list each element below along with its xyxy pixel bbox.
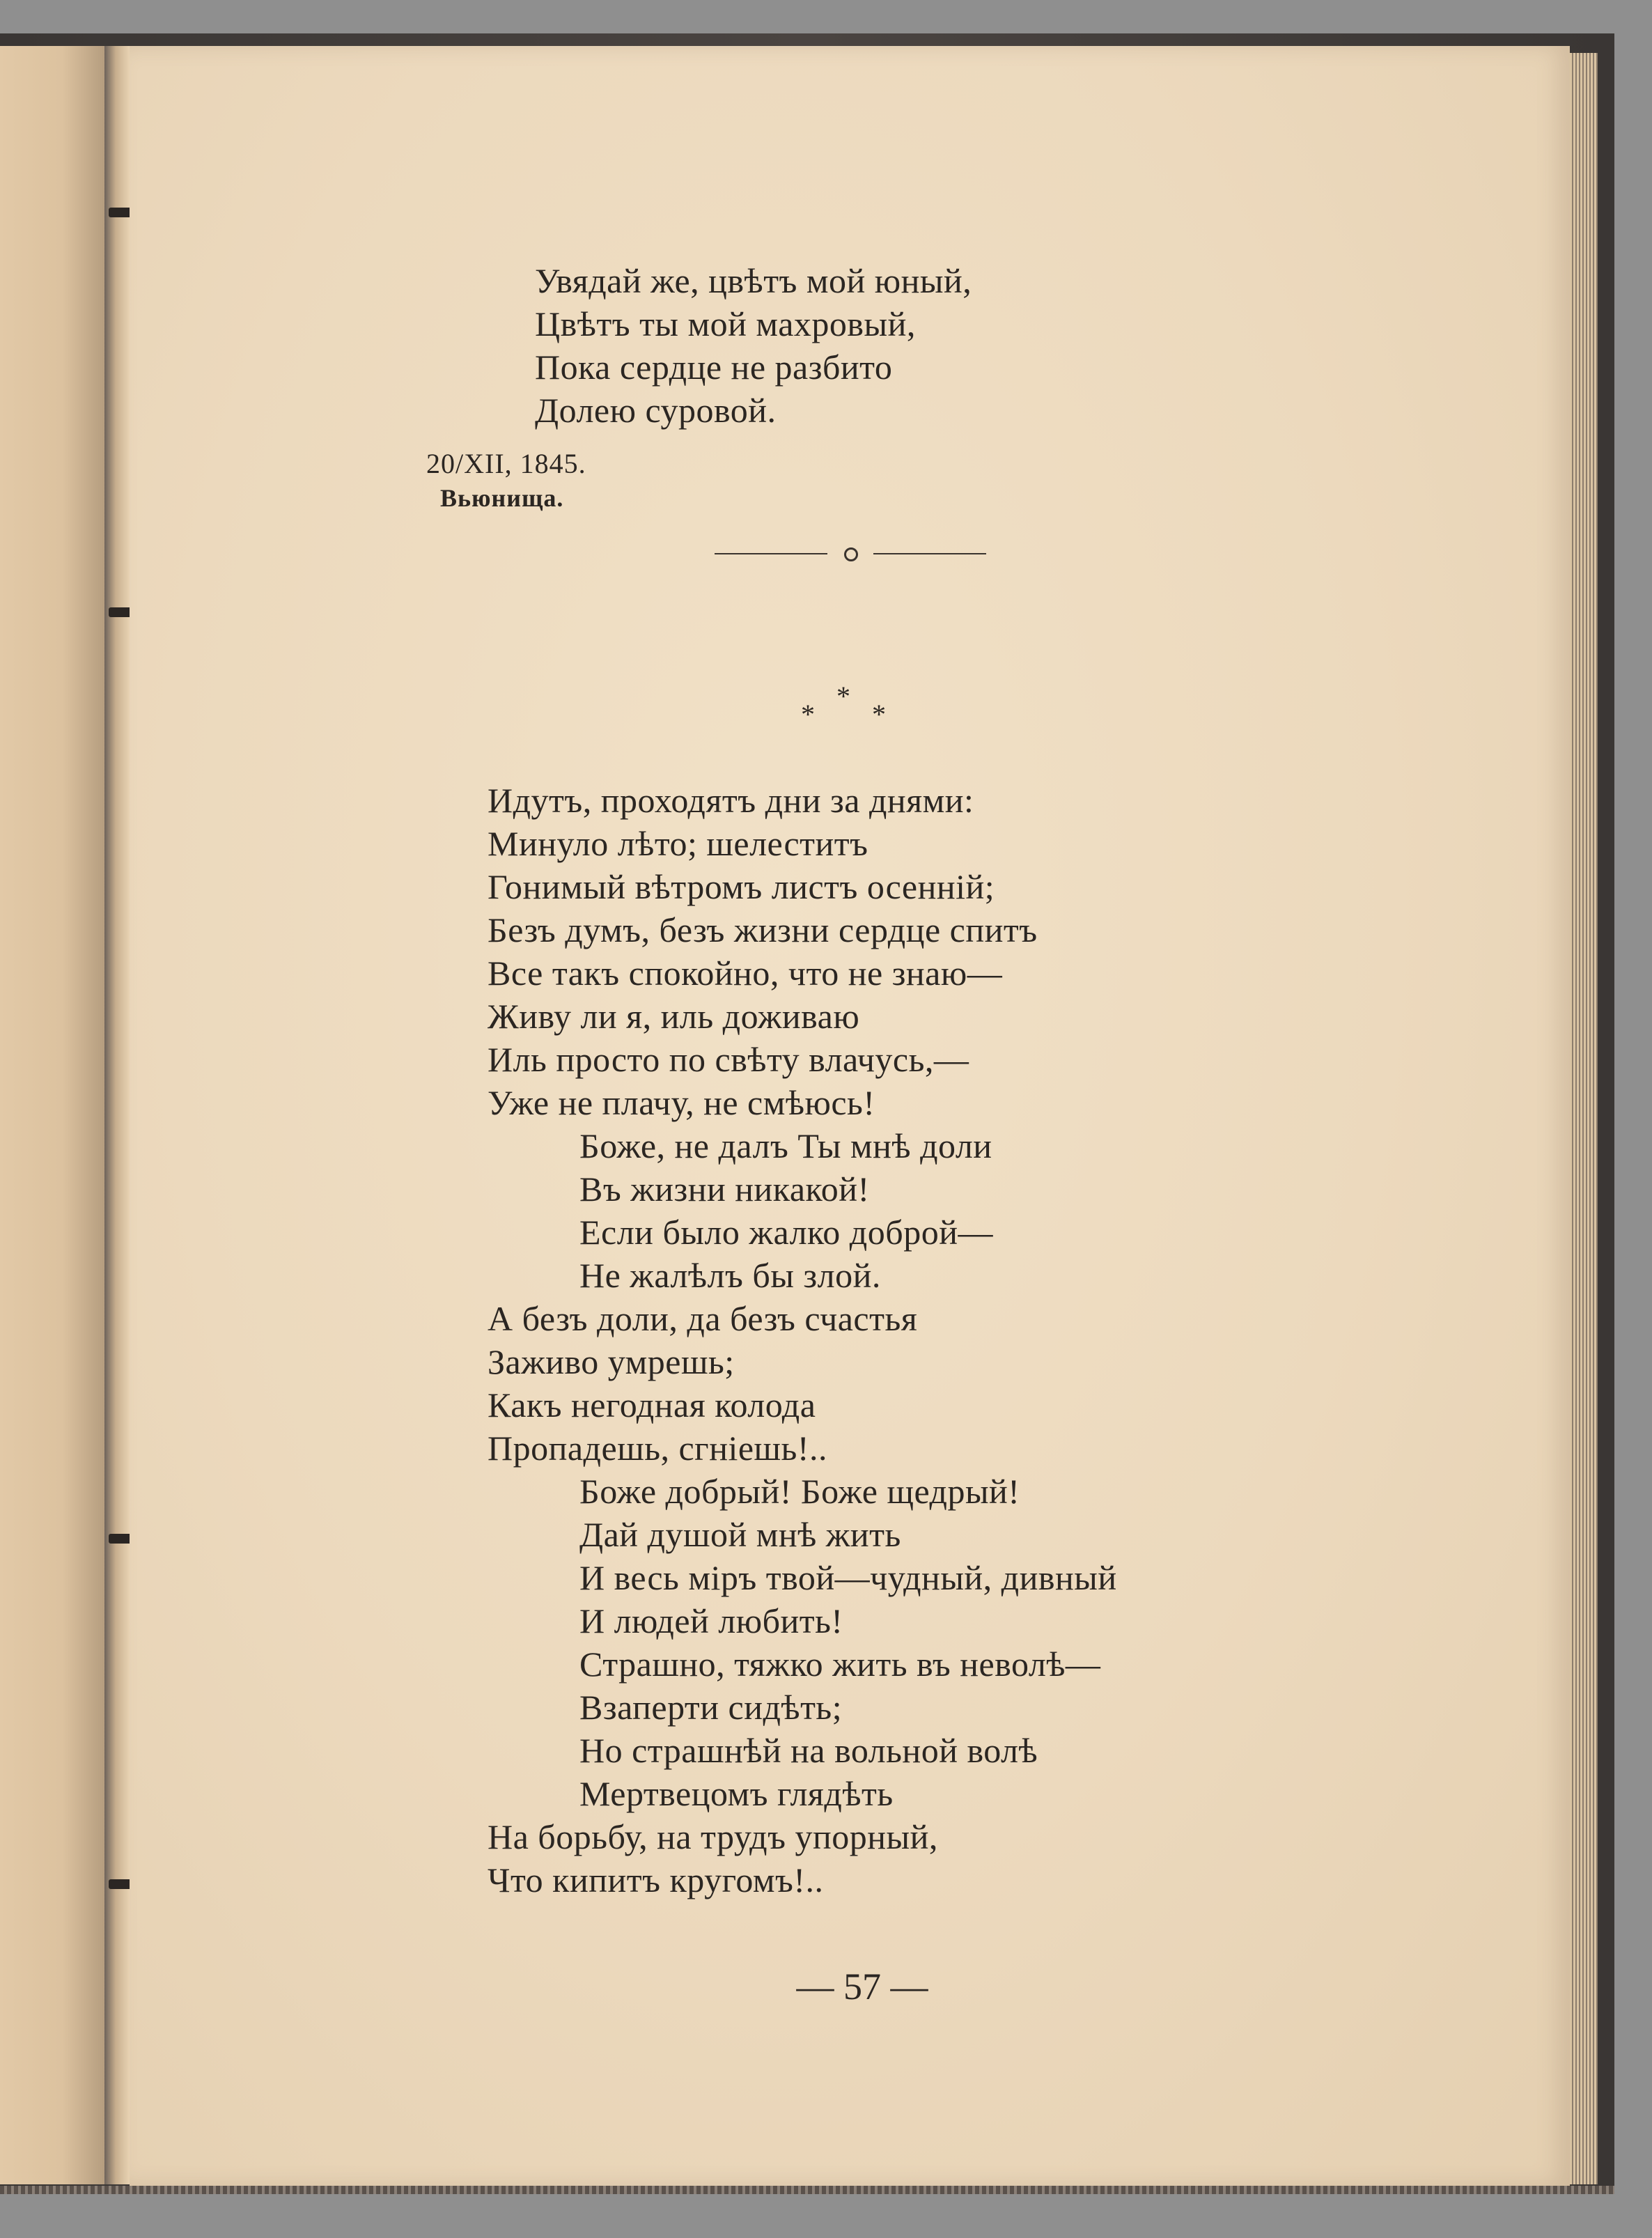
stanza-line: Пока сердце не разбито [535,348,893,387]
poem-line: Идутъ, проходятъ дни за днями: [488,781,974,820]
poem-line: Какъ негодная колода [488,1385,816,1424]
poem-line: Мертвецомъ глядѣть [579,1774,894,1813]
stanza-line: Долею суровой. [535,391,777,430]
section-divider [715,543,986,564]
poem-line: Страшно, тяжко жить въ неволѣ— [579,1645,1101,1684]
poem-line: Что кипитъ кругомъ!.. [488,1860,824,1899]
poem-line: Пропадешь, сгніешь!.. [488,1429,827,1468]
poem-line: Гонимый вѣтромъ листъ осенній; [488,867,995,906]
book-gutter [104,46,130,2184]
divider-ornament [844,547,858,561]
poem-line: Безъ думъ, безъ жизни сердце спитъ [488,910,1038,949]
poem-line: Заживо умрешь; [488,1342,735,1381]
poem-line: Но страшнѣй на вольной волѣ [579,1731,1038,1770]
page-number: — 57 — [796,1966,928,2007]
stanza-line: Увядай же, цвѣтъ мой юный, [535,261,972,300]
poem-line: Уже не плачу, не смѣюсь! [488,1083,875,1122]
poem-line: И весь міръ твой—чудный, дивный [579,1558,1117,1597]
asterisk: * [801,699,815,730]
poem-line: Въ жизни никакой! [579,1169,870,1209]
poem-line: Боже, не далъ Ты мнѣ доли [579,1126,992,1165]
poem-line: А безъ доли, да безъ счастья [488,1299,918,1338]
poem-line: Если было жалко доброй— [579,1213,993,1252]
page-edges [1570,53,1598,2184]
poem-line: Не жалѣлъ бы злой. [579,1256,881,1295]
poem-line: Боже добрый! Боже щедрый! [579,1472,1020,1511]
poem-line: Взаперти сидѣть; [579,1688,843,1727]
facing-page-edge [0,46,104,2184]
poem-line: Все такъ спокойно, что не знаю— [488,954,1003,993]
poem-line: Минуло лѣто; шелеститъ [488,824,868,863]
divider-rule-left [715,553,827,554]
divider-rule-right [873,553,986,554]
poem-place: Вьюнища. [440,484,564,512]
poem-line: Иль просто по свѣту влачусь,— [488,1040,969,1079]
dateline [426,446,586,514]
poem-body [488,779,1117,1902]
stanza-line: Цвѣтъ ты мой махровый, [535,304,916,343]
cover-bottom-edge [0,2186,1614,2194]
poem-line: И людей любить! [579,1601,843,1640]
closing-stanza [535,259,972,432]
poem-date: 20/XII, 1845. [426,448,586,479]
poem-line: Живу ли я, иль доживаю [488,997,860,1036]
poem-line: Дай душой мнѣ жить [579,1515,901,1554]
poem-line: На борьбу, на трудъ упорный, [488,1817,938,1856]
asterisk: * [836,681,850,712]
asterism [801,683,898,731]
asterisk: * [872,699,886,730]
